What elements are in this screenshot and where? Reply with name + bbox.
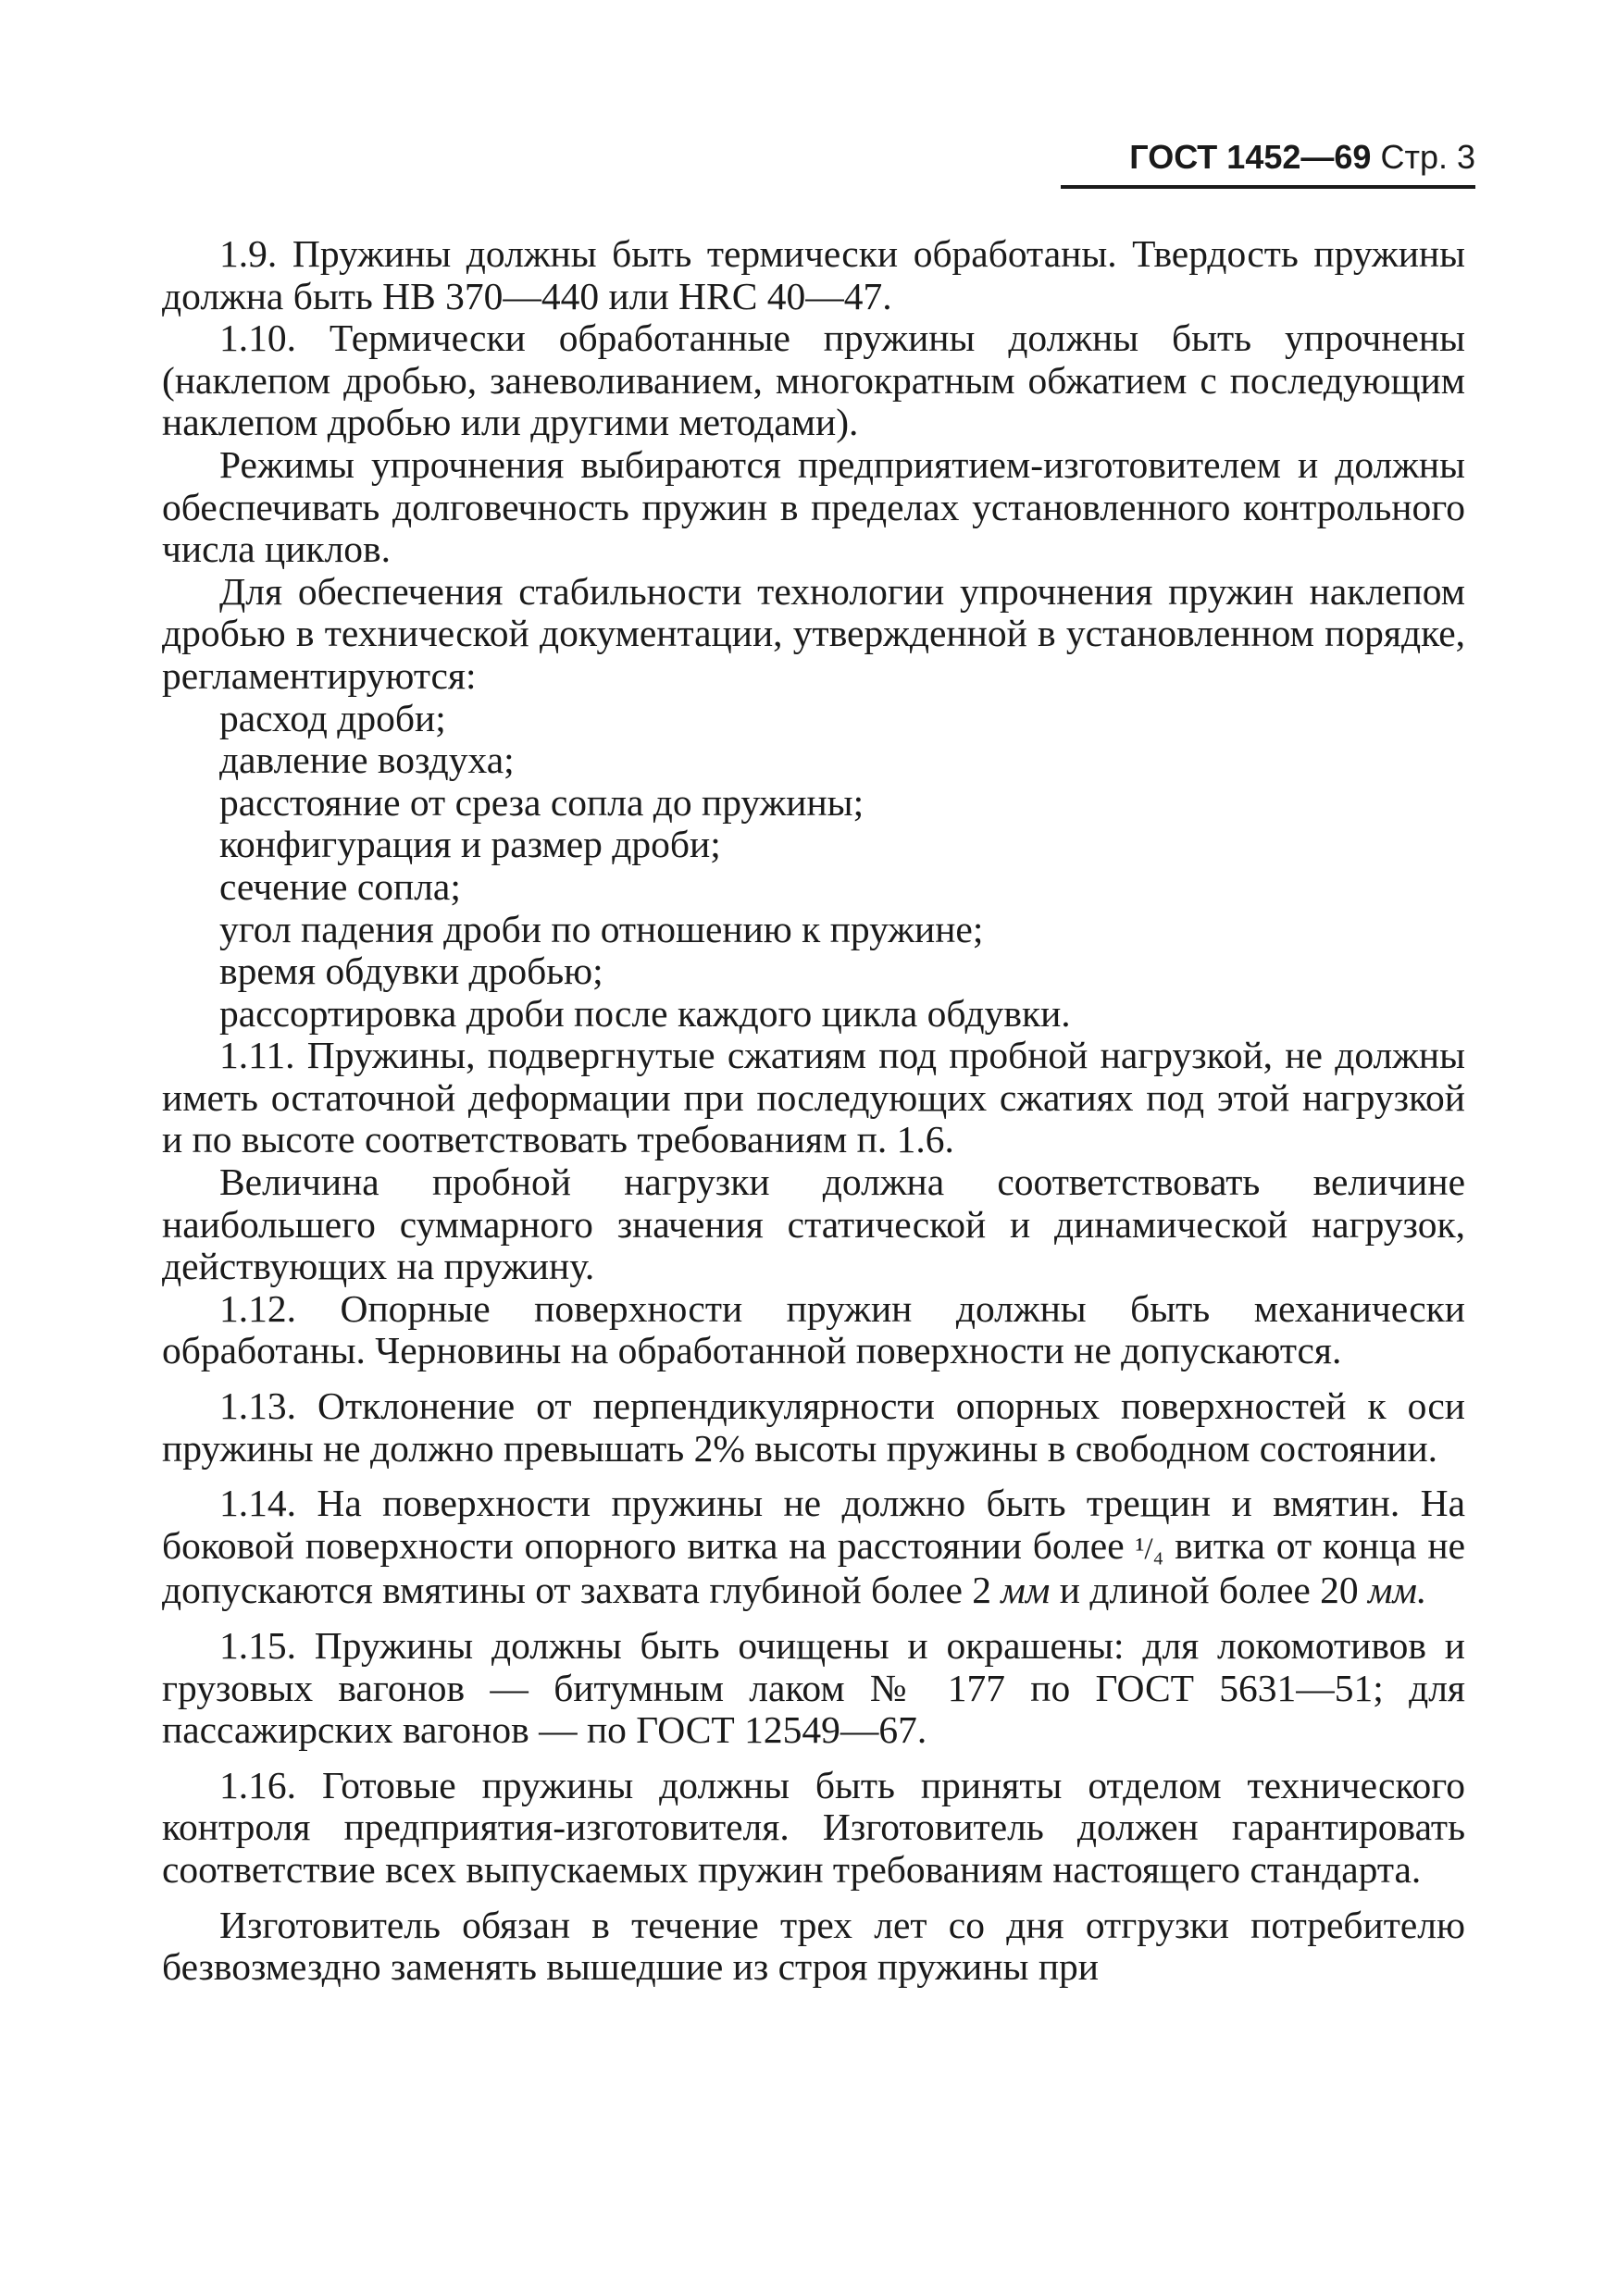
header-rule (1061, 185, 1475, 189)
list-item: конфигурация и размер дроби; (219, 823, 721, 866)
paragraph-hardening-modes: Режимы упрочнения выбираются предприятием-изготовителем и должны обеспечивать долговечность пружин в пределах установленного контрольного числа циклов. (162, 442, 1465, 571)
p1-14-lead: 1.14. На поверхности пружины не должно быть трещин и вмятин. На боковой поверхности опорного витка на расстоянии более (162, 1482, 1465, 1567)
paragraph-warranty: Изготовитель обязан в течение трех лет со дня отгрузки потребителю безвозмездно заменять вышедшие из строя пружины при (162, 1903, 1465, 1989)
paragraph-technology-docs: Для обеспечения стабильности технологии упрочнения пружин наклепом дробью в технической документации, утвержденной в установленном порядке, регламентируются: (162, 569, 1465, 697)
paragraph-1-11: 1.11. Пружины, подвергнутые сжатиям под пробной нагрузкой, не должны иметь остаточной деформации при последующих сжатиях под этой нагрузкой и по высоте соответствовать требованиям п. 1.6. (162, 1034, 1465, 1161)
paragraph-1-12: 1.12. Опорные поверхности пружин должны быть механически обработаны. Черновины на обработанной поверхности не допускаются. (162, 1286, 1465, 1372)
page-number: Стр. 3 (1380, 138, 1475, 176)
paragraph-1-10: 1.10. Термически обработанные пружины должны быть упрочнены (наклепом дробью, заневоливанием, многократным обжатием с последующим наклепом дробью или другими методами). (162, 316, 1465, 444)
paragraph-1-9: 1.9. Пружины должны быть термически обработаны. Твердость пружины должна быть НВ 370—440 или HRC 40—47. (162, 232, 1465, 317)
list-item: время обдувки дробью; (219, 949, 603, 993)
list-item: сечение сопла; (219, 864, 461, 908)
list-item: угол падения дроби по отношению к пружине; (219, 907, 984, 950)
body-text (162, 233, 1465, 1989)
page-header (1061, 137, 1475, 178)
unit-mm: мм (1001, 1569, 1051, 1612)
list-item: расстояние от среза сопла до пружины; (219, 780, 864, 824)
list-item: расход дроби; (219, 696, 446, 739)
list-item: рассортировка дроби после каждого цикла обдувки. (219, 991, 1071, 1035)
paragraph-1-13: 1.13. Отклонение от перпендикулярности опорных поверхностей к оси пружины не должно превышать 2% высоты пружины в свободном состоянии. (162, 1384, 1465, 1470)
paragraph-1-14 (162, 1483, 1465, 1612)
list-item: давление воздуха; (219, 738, 515, 782)
standard-number: ГОСТ 1452—69 (1129, 138, 1372, 176)
p1-14-middle: витка от конца не допускаются вмятины от захвата глубиной более 2 (162, 1523, 1466, 1612)
fraction-quarter: ¹/₄ (1135, 1531, 1164, 1566)
p1-14-middle2: и длиной более 20 (1059, 1569, 1359, 1612)
paragraph-test-load: Величина пробной нагрузки должна соответствовать величине наибольшего суммарного значения статической и динамической нагрузок, действующих на пружину. (162, 1160, 1465, 1288)
unit-mm: мм. (1368, 1569, 1427, 1612)
regulated-parameters-list (162, 698, 1465, 1036)
paragraph-1-15: 1.15. Пружины должны быть очищены и окрашены: для локомотивов и грузовых вагонов — битумным лаком № 177 по ГОСТ 5631—51; для пассажирских вагонов — по ГОСТ 12549—67. (162, 1624, 1465, 1752)
paragraph-1-16: 1.16. Готовые пружины должны быть приняты отделом технического контроля предприятия-изготовителя. Изготовитель должен гарантировать соответствие всех выпускаемых пружин требованиям настоящего стандарта. (162, 1763, 1465, 1891)
